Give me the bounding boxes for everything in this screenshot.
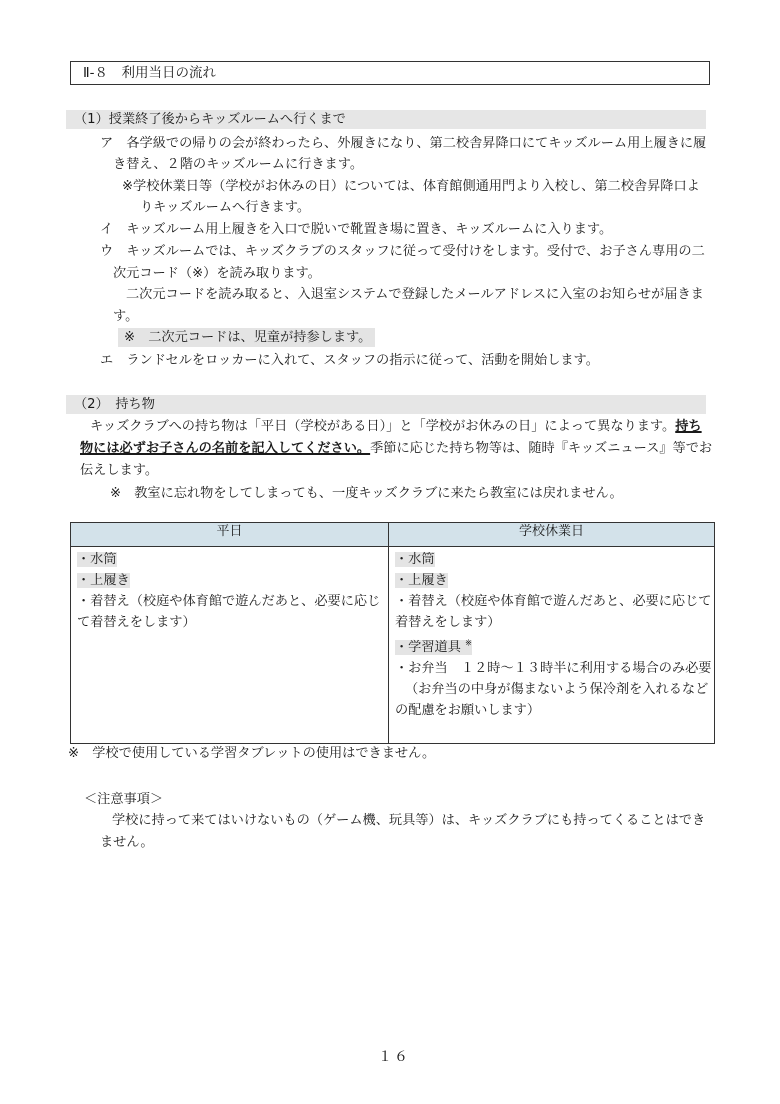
holiday-item-study [395,640,472,655]
list-item [77,570,385,591]
holiday-item-clothes-line1: ・着替え（校庭や体育館で遊んだあと、必要に応じて [395,594,712,609]
item-u-line2: 次元コード（※）を読み取ります。 [113,266,321,281]
table-header-row [71,523,715,547]
list-item [395,570,711,591]
belongings-table [70,522,715,744]
part2-para-line2-b: 季節に応じた持ち物等は、随時『キッズニュース』等でお [370,441,713,456]
part1-heading-bar [66,110,706,129]
holiday-item-clothes-line2: 着替えをします） [395,615,501,630]
section-title-box [70,61,710,85]
holiday-item-lunch-line2: （お弁当の中身が傷まないよう保冷剤を入れるなど [405,682,709,698]
item-u-line4: す。 [113,309,139,324]
holiday-item-shoes: ・上履き [395,573,448,588]
item-a-line1: ア 各学級での帰りの会が終わったら、外履きになり、第二校舎昇降口にてキッズルーム用上履きに履 [100,136,707,151]
part2-para-line1-a: キッズクラブへの持ち物は「平日（学校がある日）」と「学校がお休みの日」によって異なります。 [90,419,676,434]
holiday-item-study-mark: ※ [465,639,472,648]
list-item [395,633,711,658]
weekday-item-water: ・水筒 [77,552,117,567]
holiday-item-water: ・水筒 [395,552,435,567]
item-a-line2: き替え、２階のキッズルームに行きます。 [113,157,364,172]
holiday-item-study-label: ・学習道具 [395,640,461,656]
table-row [71,547,715,744]
item-i: イ キッズルーム用上履きを入口で脱いで靴置き場に置き、キッズルームに入ります。 [100,222,613,237]
header-holiday: 学校休業日 [389,523,715,547]
caution-heading: ＜注意事項＞ [84,792,164,807]
item-u-line1: ウ キッズルームでは、キッズクラブのスタッフに従って受付けをします。受付で、お子さん専用の二 [100,244,705,259]
weekday-items-cell [71,547,389,744]
part2-heading-bar [66,395,706,414]
item-e: エ ランドセルをロッカーに入れて、スタッフの指示に従って、活動を開始します。 [100,353,599,368]
caution-line2: ません。 [100,835,154,850]
tablet-note: ※ 学校で使用している学習タブレットの使用はできません。 [68,746,436,761]
holiday-item-lunch-line1: ・お弁当 １２時～１３時半に利用する場合のみ必要 [395,661,712,677]
part2-para-line1 [90,418,702,435]
part2-para-line1-emphasis: 持ち [675,419,702,434]
part2-para-line2 [80,440,712,457]
list-item [77,549,385,570]
item-u-line3: 二次元コードを読み取ると、入退室システムで登録したメールアドレスに入室のお知らせが届きま [126,287,704,302]
part2-note: ※ 教室に忘れ物をしてしまっても、一度キッズクラブに来たら教室には戻れません。 [110,486,623,501]
part2-para-line3: 伝えします。 [80,463,159,478]
part2-para-line2-emphasis: 物には必ずお子さんの名前を記入してください。 [80,441,371,456]
header-weekday: 平日 [71,523,389,547]
list-item [395,549,711,570]
holiday-item-lunch-line3: の配慮をお願いします） [395,703,541,719]
weekday-item-clothes-line1: ・着替え（校庭や体育館で遊んだあと、必要に応じ [77,594,381,609]
part1-heading: （1）授業終了後からキッズルームへ行くまで [74,112,346,127]
item-a-note-line2: りキッズルームへ行きます。 [140,200,311,215]
weekday-item-clothes-line2: て着替えをします） [77,615,196,630]
section-title: Ⅱ-８ 利用当日の流れ [83,65,217,81]
item-u-note: ※ 二次元コードは、児童が持参します。 [118,328,375,347]
item-a-note-line1: ※学校休業日等（学校がお休みの日）については、体育館側通用門より入校し、第二校舎昇降口よ [122,179,700,194]
weekday-item-shoes: ・上履き [77,573,130,588]
part2-heading: （2） 持ち物 [74,397,155,412]
caution-line1: 学校に持って来てはいけないもの（ゲーム機、玩具等）は、キッズクラブにも持ってくることはでき [112,813,706,828]
page-number: １６ [378,1049,410,1065]
holiday-items-cell [389,547,715,744]
